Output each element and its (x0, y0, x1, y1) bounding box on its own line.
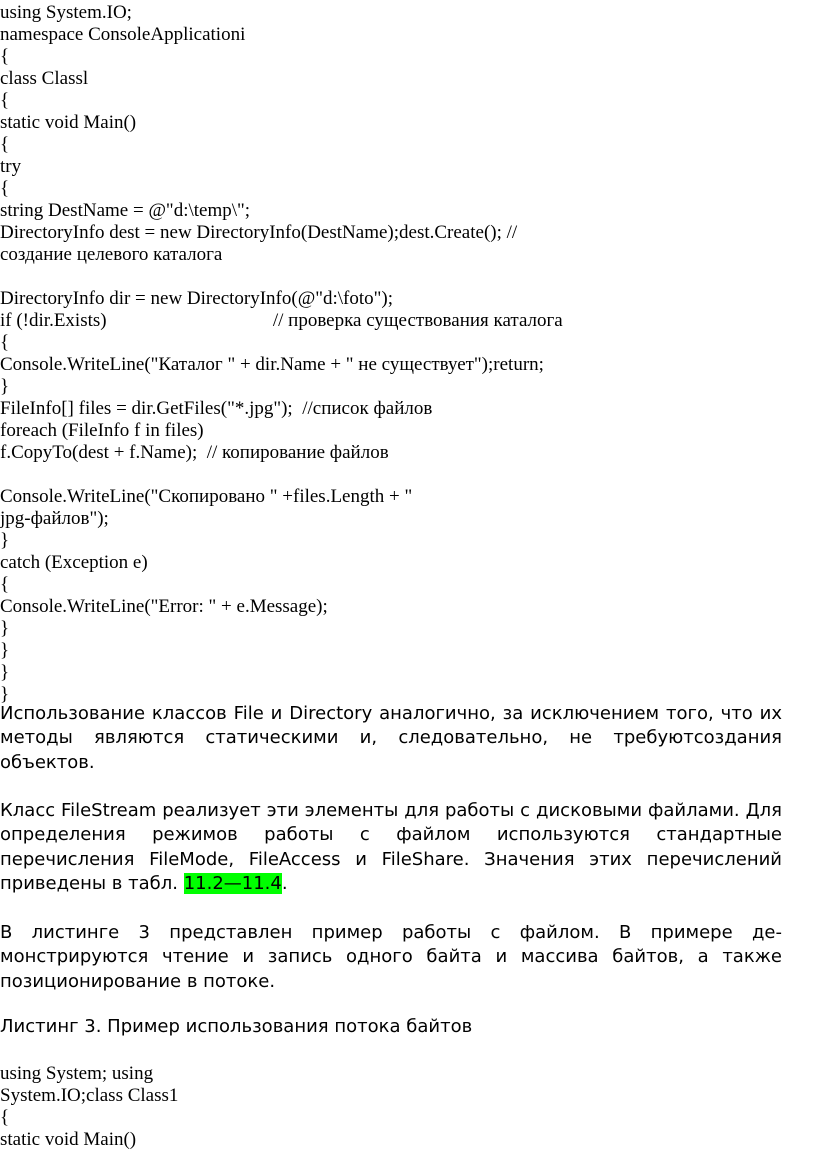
table-reference-highlight: 11.2—11.4 (183, 872, 282, 894)
code-line: FileInfo[] files = dir.GetFiles("*.jpg"); //список файлов (0, 398, 433, 419)
code-line: } (0, 618, 10, 639)
code-line: } (0, 530, 10, 551)
paragraph-filestream-text: Класс FileStream реализует эти элементы для работы с дисковыми файлами. Для определения режимов работы с файлом используются стандартные перечисления FileMode, FileAccess и FileShare. Значения этих перечислений приведены в табл. (0, 800, 782, 894)
code-line: } (0, 640, 10, 661)
code-line: catch (Exception e) (0, 552, 148, 573)
code-line: using System; using (0, 1063, 154, 1084)
code-line: class Classl (0, 68, 89, 89)
code-line: { (0, 1107, 10, 1128)
code-line: DirectoryInfo dir = new DirectoryInfo(@"d:\foto"); (0, 288, 393, 309)
code-line: } (0, 662, 10, 683)
code-line: { (0, 90, 10, 111)
code-line: Console.WriteLine("Скопировано " +files.Length + " (0, 486, 413, 507)
code-line: создание целевого каталога (0, 244, 223, 265)
code-line: jpg-файлов"); (0, 508, 109, 529)
code-line: static void Main() (0, 1129, 137, 1150)
code-line: Console.WriteLine("Error: " + e.Message); (0, 596, 328, 617)
paragraph-filestream-end: . (281, 872, 288, 894)
paragraph-filestream (0, 799, 782, 896)
code-line: { (0, 134, 10, 155)
code-line: { (0, 178, 10, 199)
code-line: Console.WriteLine("Каталог " + dir.Name + " не существует");return; (0, 354, 544, 375)
code-line: System.IO;class Class1 (0, 1085, 179, 1106)
code-line: static void Main() (0, 112, 137, 133)
code-line: if (!dir.Exists) // проверка существования каталога (0, 310, 563, 331)
code-line: DirectoryInfo dest = new DirectoryInfo(DestName);dest.Create(); // (0, 222, 518, 243)
code-line: try (0, 156, 22, 177)
code-line: { (0, 332, 10, 353)
paragraph-file-directory: Использование классов File и Directory аналогично, за исключением того, что их методы являются статическими и, следовательно, не требуютсоздания объектов. (0, 703, 782, 773)
code-line: namespace ConsoleApplicationi (0, 24, 246, 45)
code-line: foreach (FileInfo f in files) (0, 420, 204, 441)
paragraph-listing-intro: В листинге 3 представлен пример работы с файлом. В примере де-монстрируются чтение и запись одного байта и массива байтов, а также позиционирование в потоке. (0, 922, 782, 992)
code-line: { (0, 574, 10, 595)
code-line: } (0, 684, 10, 705)
code-line: { (0, 46, 10, 67)
code-line: string DestName = @"d:\temp\"; (0, 200, 251, 221)
code-line: f.CopyTo(dest + f.Name); // копирование файлов (0, 442, 389, 463)
code-line: } (0, 376, 10, 397)
code-line: using System.IO; (0, 2, 132, 23)
listing-caption: Листинг 3. Пример использования потока байтов (0, 1016, 473, 1037)
